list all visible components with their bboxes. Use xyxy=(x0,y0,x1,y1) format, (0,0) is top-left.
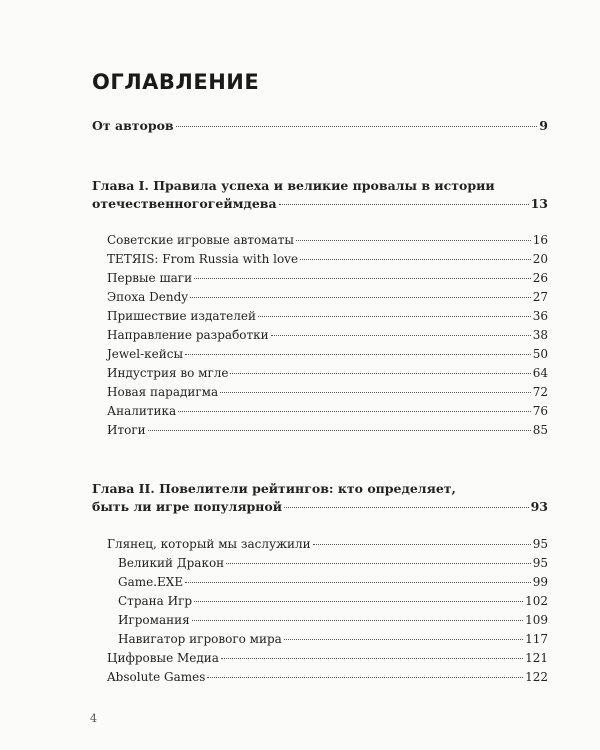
page-title: ОГЛАВЛЕНИЕ xyxy=(92,70,260,94)
dot-leader xyxy=(226,563,531,564)
toc-entry-page: 95 xyxy=(532,556,548,570)
dot-leader xyxy=(148,430,531,431)
toc-entry-label: отечественногогеймдева xyxy=(92,196,277,211)
toc-entry[interactable] xyxy=(107,289,548,305)
toc-entry-label: быть ли игре популярной xyxy=(92,499,283,514)
dot-leader xyxy=(190,297,531,298)
dot-leader xyxy=(220,392,531,393)
dot-leader xyxy=(300,259,531,260)
page-number: 4 xyxy=(90,712,97,725)
dot-leader xyxy=(271,335,531,336)
dot-leader xyxy=(284,507,529,508)
toc-entry-page: 117 xyxy=(525,632,548,646)
toc-entry-label: Страна Игр xyxy=(118,594,193,608)
toc-subentry[interactable] xyxy=(118,574,548,590)
toc-entry-page: 121 xyxy=(525,651,548,665)
toc-subentry[interactable] xyxy=(118,555,548,571)
dot-leader xyxy=(279,204,529,205)
dot-leader xyxy=(313,544,531,545)
toc-entry-label: Советские игровые автоматы xyxy=(107,233,294,247)
toc-entry[interactable] xyxy=(107,327,548,343)
toc-entry-label: Absolute Games xyxy=(107,670,206,684)
dot-leader xyxy=(221,658,523,659)
toc-entry-page: 76 xyxy=(532,404,548,418)
dot-leader xyxy=(207,677,523,678)
dot-leader xyxy=(284,639,523,640)
dot-leader xyxy=(194,601,523,602)
toc-entry-page: 16 xyxy=(532,233,548,247)
toc-entry-label: TETЯIS: From Russia with love xyxy=(107,252,299,266)
toc-subentry[interactable] xyxy=(118,612,548,628)
toc-entry-label: Великий Дракон xyxy=(118,556,225,570)
toc-entry-label: Game.EXE xyxy=(118,575,184,589)
toc-entry-page: 36 xyxy=(532,309,548,323)
toc-entry-page: 95 xyxy=(532,537,548,551)
toc-entry[interactable] xyxy=(107,270,548,286)
toc-entry[interactable] xyxy=(107,384,548,400)
toc-entry-page: 64 xyxy=(532,366,548,380)
toc-entry[interactable] xyxy=(107,669,548,685)
toc-entry-page: 85 xyxy=(532,423,548,437)
dot-leader xyxy=(194,278,531,279)
toc-entry-label: От авторов xyxy=(92,118,174,133)
toc-entry-label: Эпоха Dendy xyxy=(107,290,189,304)
toc-entry-authors[interactable] xyxy=(92,118,548,134)
toc-entry-label: Индустрия во мгле xyxy=(107,366,229,380)
toc-entry[interactable] xyxy=(107,403,548,419)
toc-entry-page: 38 xyxy=(532,328,548,342)
toc-entry-label: Итоги xyxy=(107,423,146,437)
toc-entry-label: Первые шаги xyxy=(107,271,193,285)
toc-entry-page: 20 xyxy=(532,252,548,266)
toc-entry[interactable] xyxy=(107,251,548,267)
toc-entry-label: Направление разработки xyxy=(107,328,269,342)
toc-entry-page: 93 xyxy=(530,499,548,514)
toc-entry-label: Глянец, который мы заслужили xyxy=(107,537,311,551)
toc-entry[interactable] xyxy=(107,650,548,666)
dot-leader xyxy=(185,354,531,355)
toc-entry-label: Jewel-кейсы xyxy=(107,347,184,361)
toc-entry-page: 122 xyxy=(525,670,548,684)
toc-entry[interactable] xyxy=(107,422,548,438)
toc-entry-page: 13 xyxy=(530,196,548,211)
toc-entry-page: 99 xyxy=(532,575,548,589)
toc-entry[interactable] xyxy=(107,308,548,324)
toc-entry[interactable] xyxy=(107,232,548,248)
toc-entry[interactable] xyxy=(107,346,548,362)
toc-entry-label: Цифровые Медиа xyxy=(107,651,219,665)
toc-entry-chapter-1[interactable] xyxy=(92,196,548,212)
dot-leader xyxy=(192,620,523,621)
chapter-2-title-line-1[interactable]: Глава II. Повелители рейтингов: кто определяет, xyxy=(92,481,456,496)
toc-entry[interactable] xyxy=(107,365,548,381)
chapter-1-title-line-1[interactable]: Глава I. Правила успеха и великие провалы в истории xyxy=(92,178,495,193)
toc-entry-page: 9 xyxy=(539,118,548,133)
toc-entry-page: 50 xyxy=(532,347,548,361)
toc-entry-page: 72 xyxy=(532,385,548,399)
dot-leader xyxy=(296,240,531,241)
toc-entry[interactable] xyxy=(107,536,548,552)
toc-subentry[interactable] xyxy=(118,593,548,609)
toc-entry-page: 27 xyxy=(532,290,548,304)
dot-leader xyxy=(178,411,531,412)
toc-entry-page: 26 xyxy=(532,271,548,285)
toc-entry-page: 109 xyxy=(525,613,548,627)
toc-subentry[interactable] xyxy=(118,631,548,647)
toc-entry-label: Навигатор игрового мира xyxy=(118,632,282,646)
toc-entry-label: Игромания xyxy=(118,613,190,627)
dot-leader xyxy=(185,582,531,583)
toc-entry-label: Новая парадигма xyxy=(107,385,219,399)
dot-leader xyxy=(176,126,538,127)
toc-entry-chapter-2[interactable] xyxy=(92,499,548,515)
toc-entry-label: Пришествие издателей xyxy=(107,309,256,323)
toc-entry-page: 102 xyxy=(525,594,548,608)
dot-leader xyxy=(230,373,530,374)
dot-leader xyxy=(258,316,531,317)
toc-entry-label: Аналитика xyxy=(107,404,177,418)
